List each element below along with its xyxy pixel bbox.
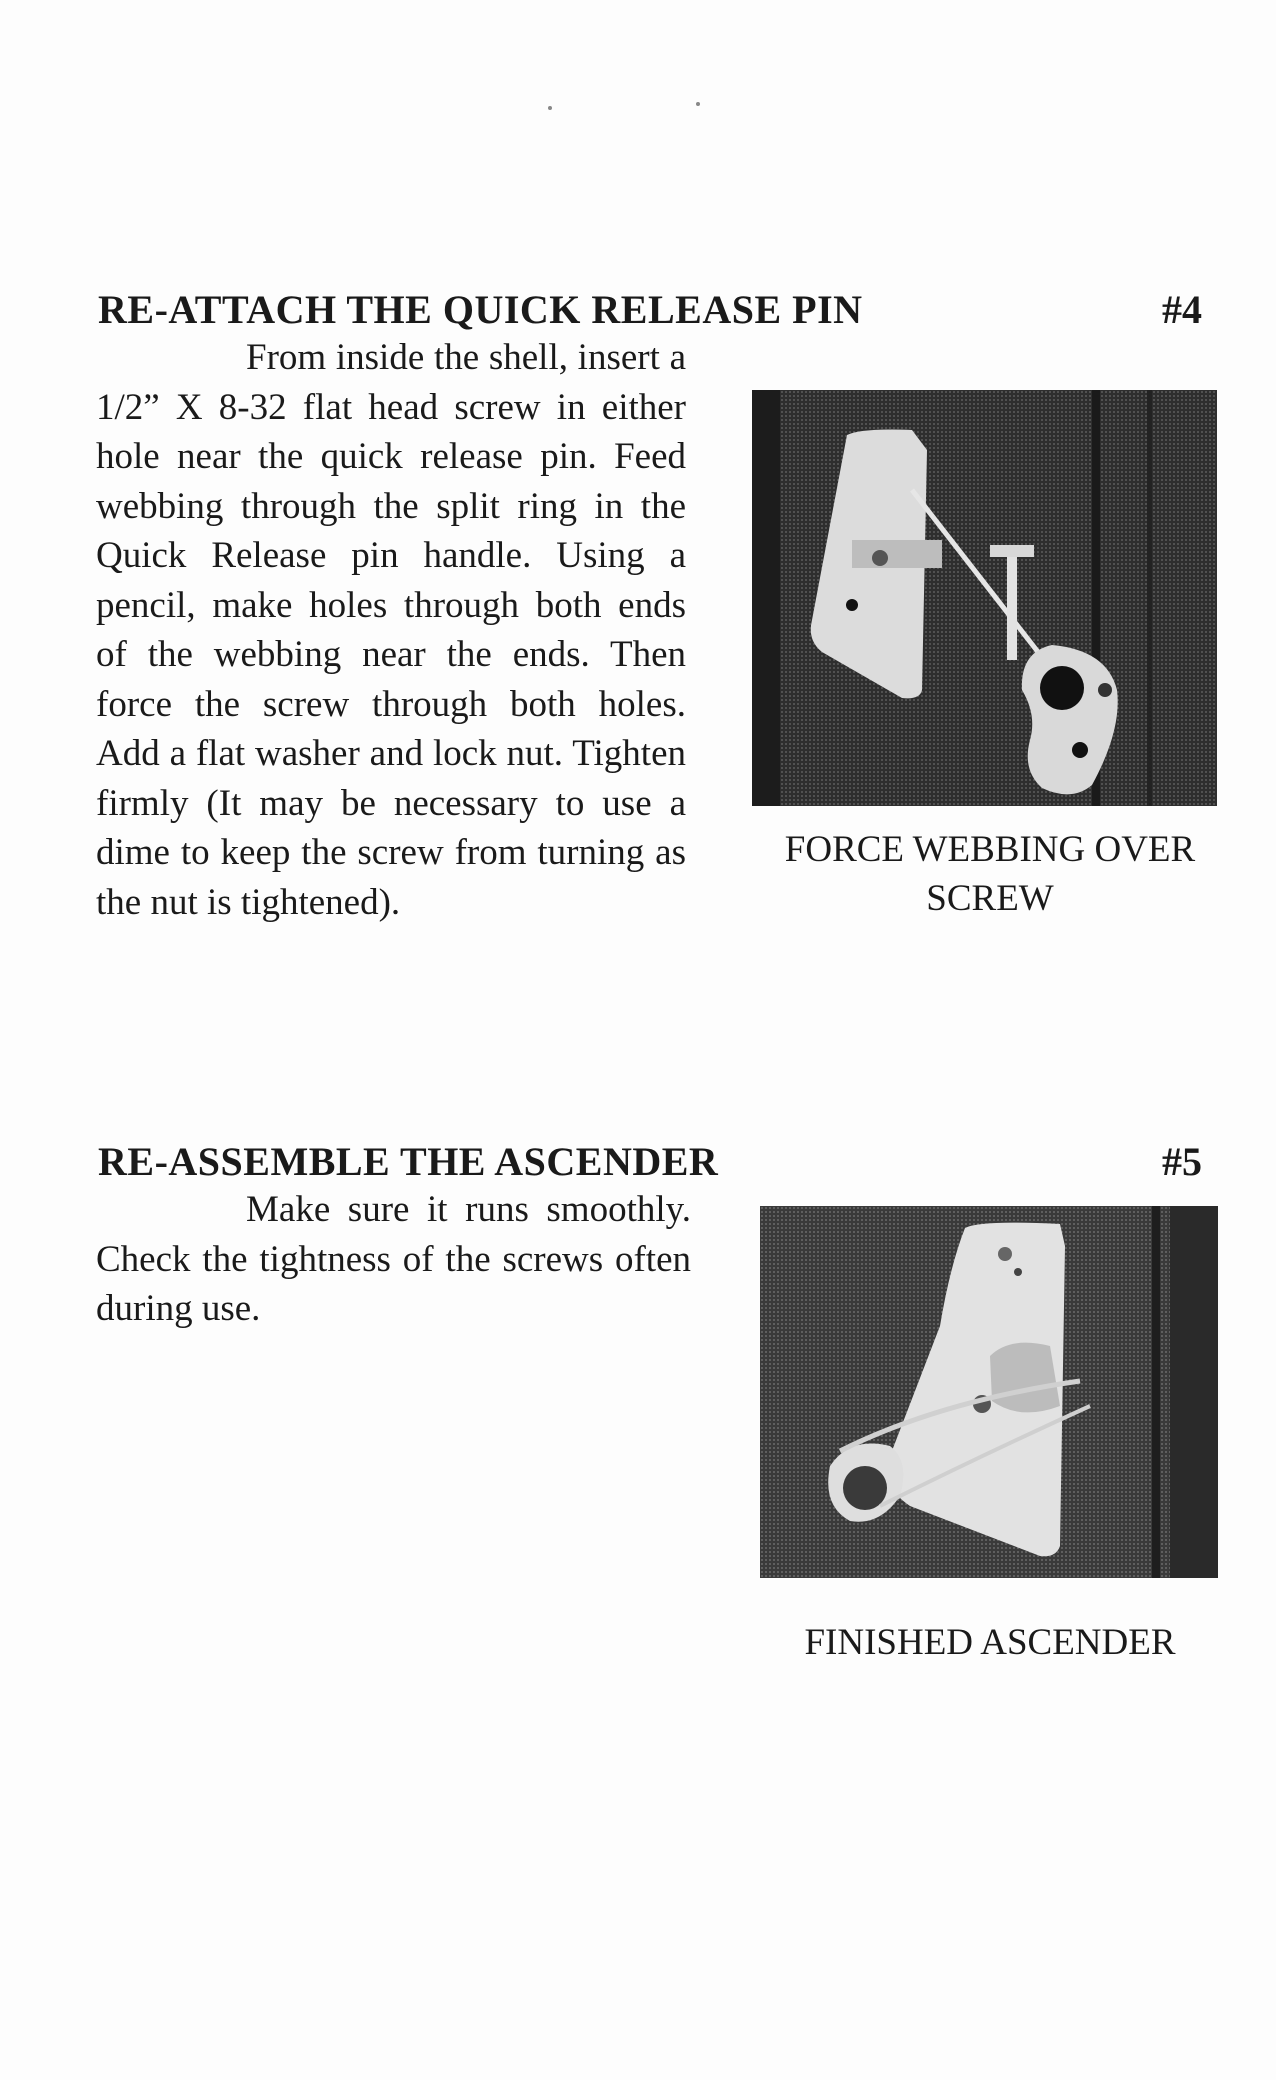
section-heading-4: RE-ATTACH THE QUICK RELEASE PIN: [98, 287, 863, 332]
step-number-4: #4: [1162, 287, 1202, 332]
paper-speck: [548, 106, 552, 110]
photo-finished-ascender: [760, 1206, 1218, 1578]
photo-force-webbing: [752, 390, 1217, 806]
section-heading-5: RE-ASSEMBLE THE ASCENDER: [98, 1139, 719, 1184]
step-number-5: #5: [1162, 1139, 1202, 1184]
photo-caption-5: FINISHED ASCENDER: [804, 1622, 1176, 1663]
section-body-4: From inside the shell, insert a 1/2” X 8-32 flat head screw in either hole near the quick release pin. Feed webbing through the split ring in the Quick Release pin handle. Using a pencil, make holes through both ends of the webbing near the ends. Then force the screw through both holes. Add a flat washer and lock nut. Tighten firmly (It may be necessary to use a dime to keep the screw from turning as the nut is tightened).: [96, 337, 686, 923]
section-body-5: Make sure it runs smoothly. Check the tightness of the screws often during use.: [96, 1189, 691, 1329]
paper-speck: [696, 102, 700, 106]
photo-caption-4: FORCE WEBBING OVER SCREW: [784, 829, 1196, 919]
